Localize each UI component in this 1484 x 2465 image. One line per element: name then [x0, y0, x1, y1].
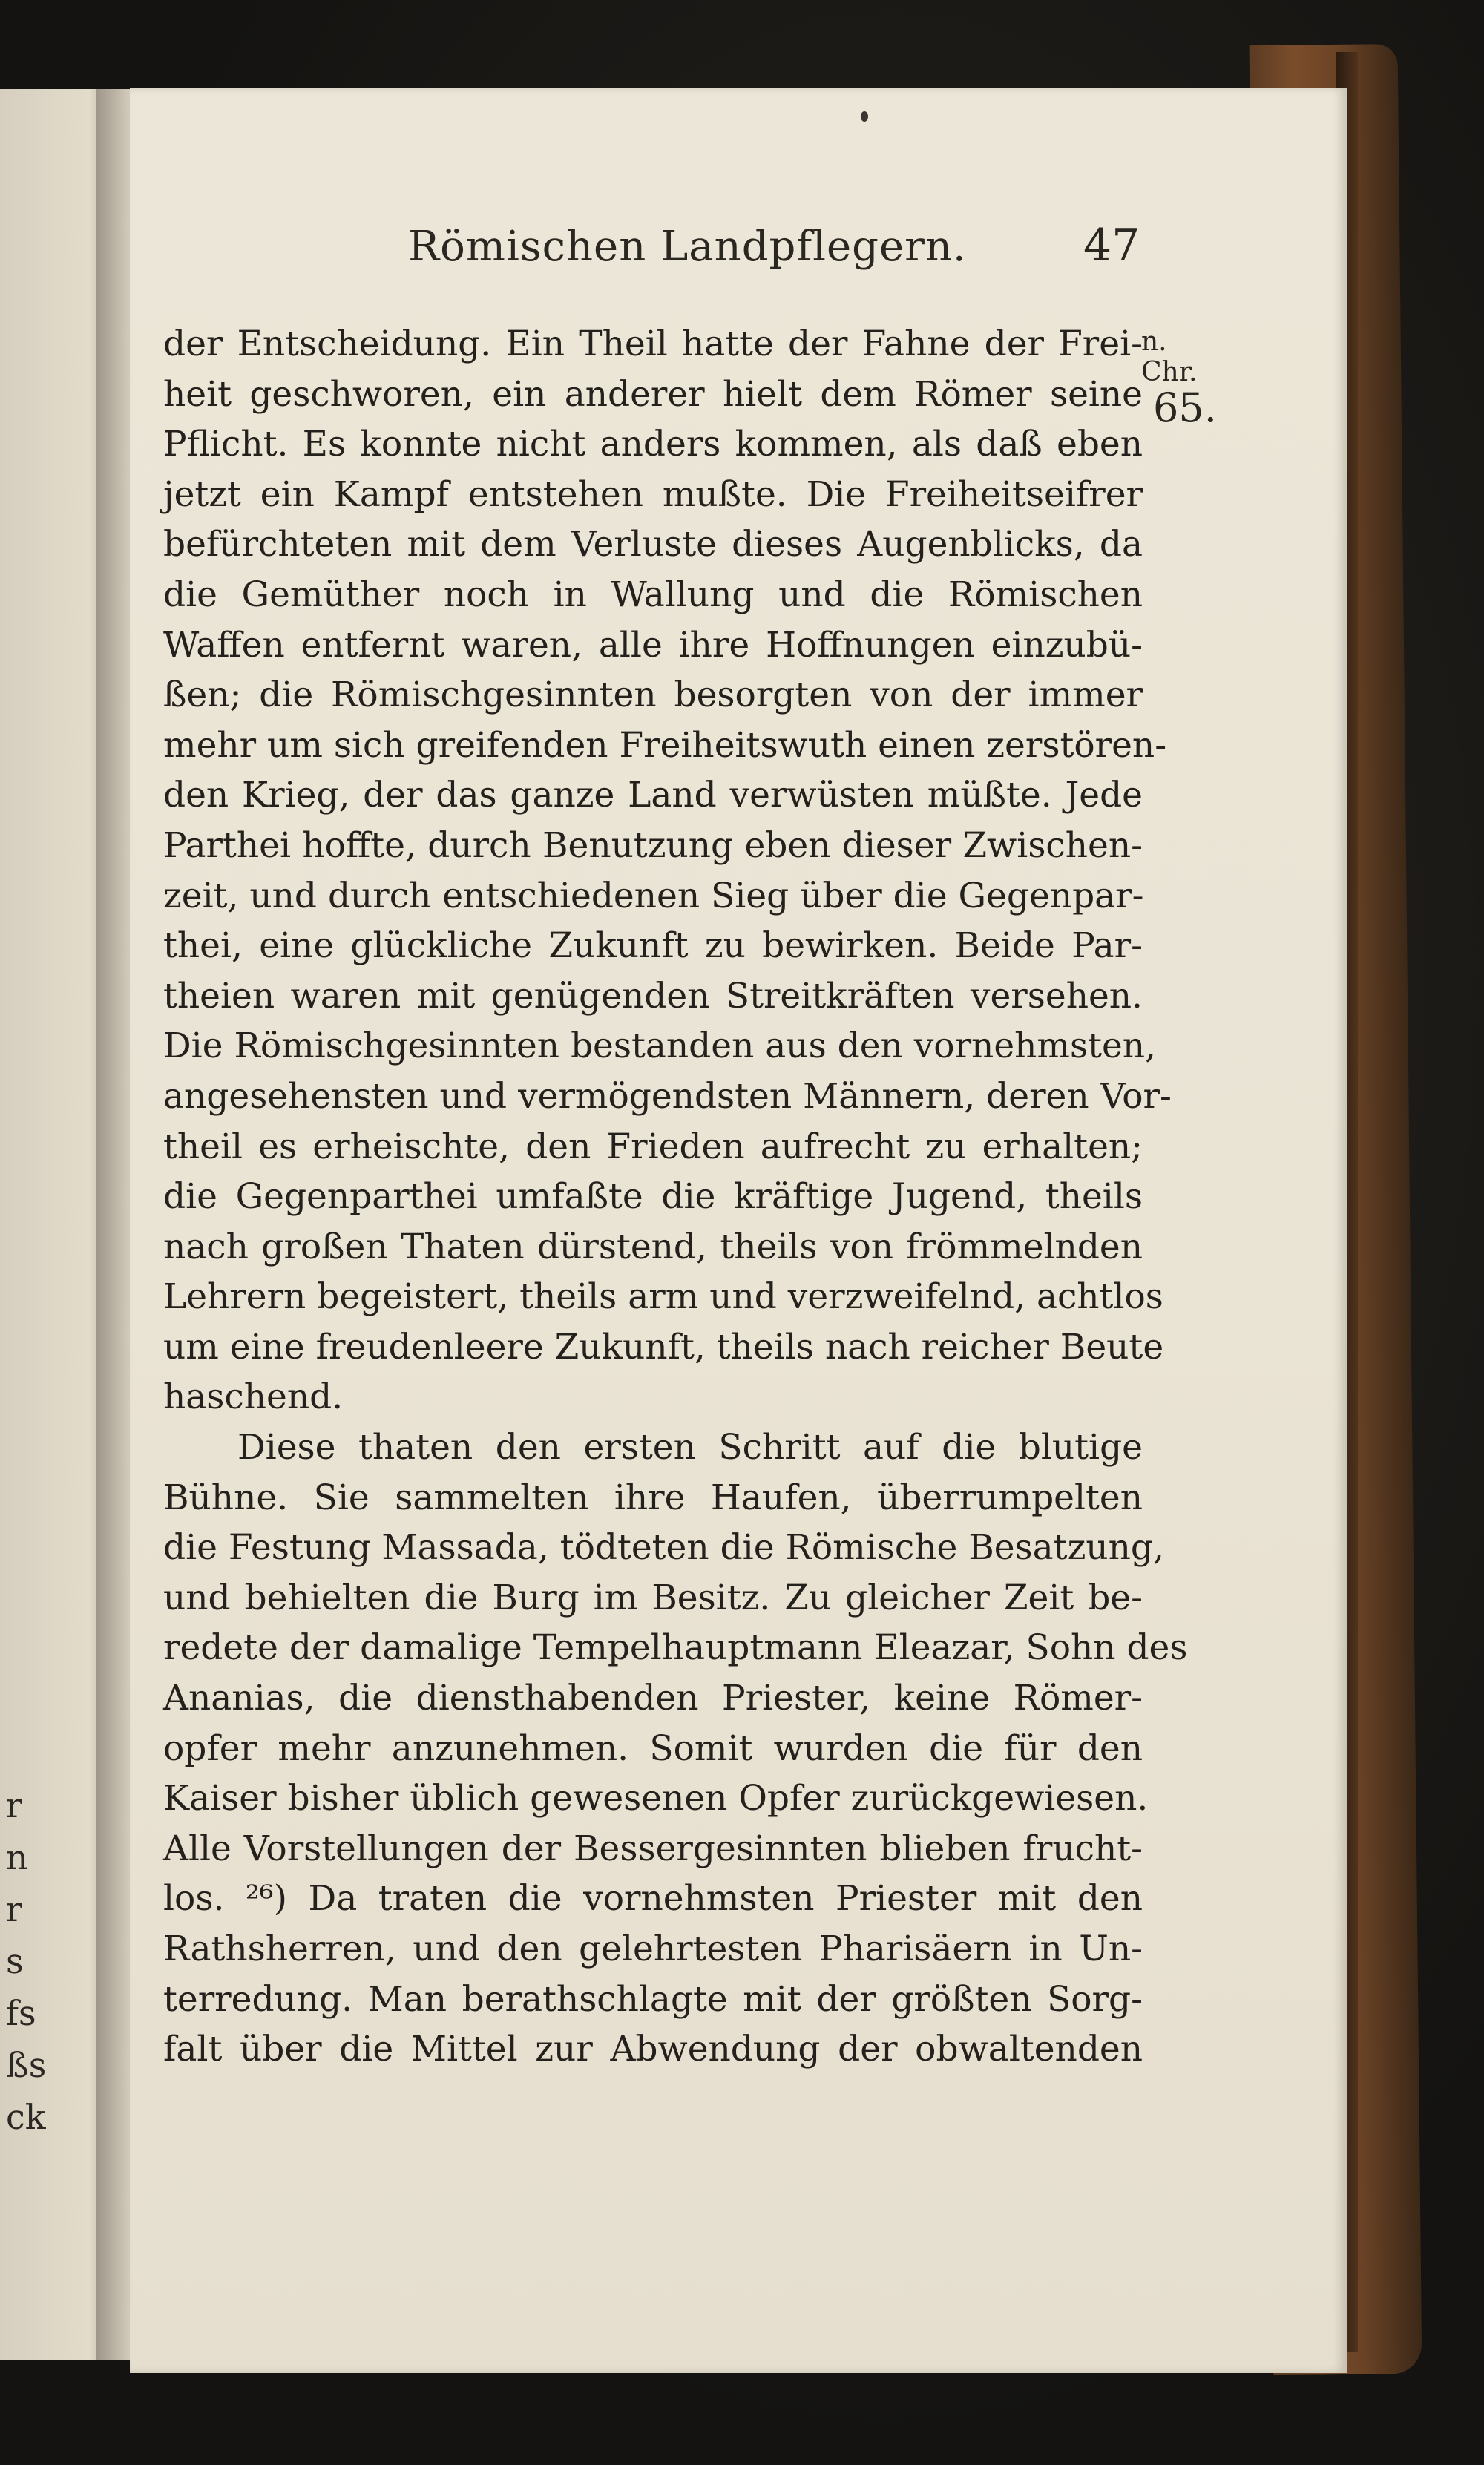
text-line: Kaiser bisher üblich gewesenen Opfer zurückgewiesen. — [163, 1778, 1149, 1819]
text-line: los. ²⁶) Da traten die vornehmsten Priester mit den — [163, 1878, 1143, 1920]
text-line: thei, eine glückliche Zukunft zu bewirken. Beide Par- — [163, 925, 1143, 967]
text-line: und behielten die Burg im Besitz. Zu gleicher Zeit be- — [163, 1577, 1143, 1618]
text-line: terredung. Man berathschlagte mit der größten Sorg- — [163, 1978, 1143, 2020]
text-line: Diese thaten den ersten Schritt auf die blutige — [237, 1427, 1143, 1468]
text-line: Die Römischgesinnten bestanden aus den vornehmsten, — [163, 1025, 1157, 1067]
fragment: ck — [6, 2097, 46, 2137]
text-line: jetzt ein Kampf entstehen mußte. Die Freiheitseifrer — [163, 473, 1143, 515]
text-line: haschend. — [163, 1376, 344, 1418]
fragment: r — [6, 1785, 22, 1825]
margin-note-year: 65. — [1153, 384, 1217, 431]
fragment: ßs — [6, 2045, 47, 2085]
text-line: Rathsherren, und den gelehrtesten Pharisäern in Un- — [163, 1929, 1143, 1969]
running-head: Römischen Landpflegern. — [408, 223, 967, 271]
text-line: opfer mehr anzunehmen. Somit wurden die für den — [163, 1727, 1143, 1769]
fragment: s — [6, 1941, 24, 1981]
text-line: Lehrern begeistert, theils arm und verzweifelnd, achtlos — [163, 1276, 1163, 1318]
text-line: ßen; die Römischgesinnten besorgten von der immer — [163, 674, 1143, 716]
text-line: zeit, und durch entschiedenen Sieg über die Gegenpar- — [163, 875, 1144, 916]
text-line: Ananias, die diensthabenden Priester, keine Römer- — [163, 1678, 1143, 1719]
text-line: angesehensten und vermögendsten Männern, deren Vor- — [163, 1075, 1172, 1117]
text-line: theil es erheischte, den Frieden aufrecht zu erhalten; — [163, 1126, 1143, 1167]
text-line: falt über die Mittel zur Abwendung der obwaltenden — [163, 2029, 1143, 2070]
facing-page-text-fragments — [0, 0, 47, 2465]
text-line: redete der damalige Tempelhauptmann Eleazar, Sohn des — [163, 1627, 1188, 1669]
text-line: Alle Vorstellungen der Bessergesinnten blieben frucht- — [163, 1828, 1143, 1869]
text-line: heit geschworen, ein anderer hielt dem Römer seine — [163, 373, 1143, 415]
margin-note-prefix: n. Chr. — [1141, 326, 1198, 387]
page-number: 47 — [1083, 220, 1140, 272]
text-line: Bühne. Sie sammelten ihre Haufen, überrumpelten — [163, 1477, 1143, 1518]
text-line: theien waren mit genügenden Streitkräften versehen. — [163, 975, 1143, 1017]
text-line: die Gemüther noch in Wallung und die Römischen — [163, 574, 1143, 615]
text-line: mehr um sich greifenden Freiheitswuth einen zerstören- — [163, 724, 1167, 766]
text-line: die Gegenparthei umfaßte die kräftige Jugend, theils — [163, 1176, 1143, 1218]
text-line: nach großen Thaten dürstend, theils von frömmelnden — [163, 1226, 1143, 1267]
text-line: der Entscheidung. Ein Theil hatte der Fahne der Frei- — [163, 324, 1143, 364]
ink-dot — [861, 111, 868, 122]
margin-note — [1141, 326, 1217, 431]
text-line: Parthei hoffte, durch Benutzung eben dieser Zwischen- — [163, 824, 1143, 866]
text-line: um eine freudenleere Zukunft, theils nach reicher Beute — [163, 1326, 1164, 1368]
fragment: n — [6, 1837, 28, 1877]
text-line: den Krieg, der das ganze Land verwüsten müßte. Jede — [163, 775, 1143, 816]
page-header — [408, 220, 1140, 289]
text-line: die Festung Massada, tödteten die Römische Besatzung, — [163, 1527, 1164, 1569]
fragment: r — [6, 1889, 22, 1929]
text-line: Waffen entfernt waren, alle ihre Hoffnungen einzubü- — [163, 624, 1143, 666]
fragment: fs — [6, 1993, 36, 2033]
text-line: befürchteten mit dem Verluste dieses Augenblicks, da — [163, 524, 1143, 565]
text-line: Pflicht. Es konnte nicht anders kommen, als daß eben — [163, 424, 1143, 465]
